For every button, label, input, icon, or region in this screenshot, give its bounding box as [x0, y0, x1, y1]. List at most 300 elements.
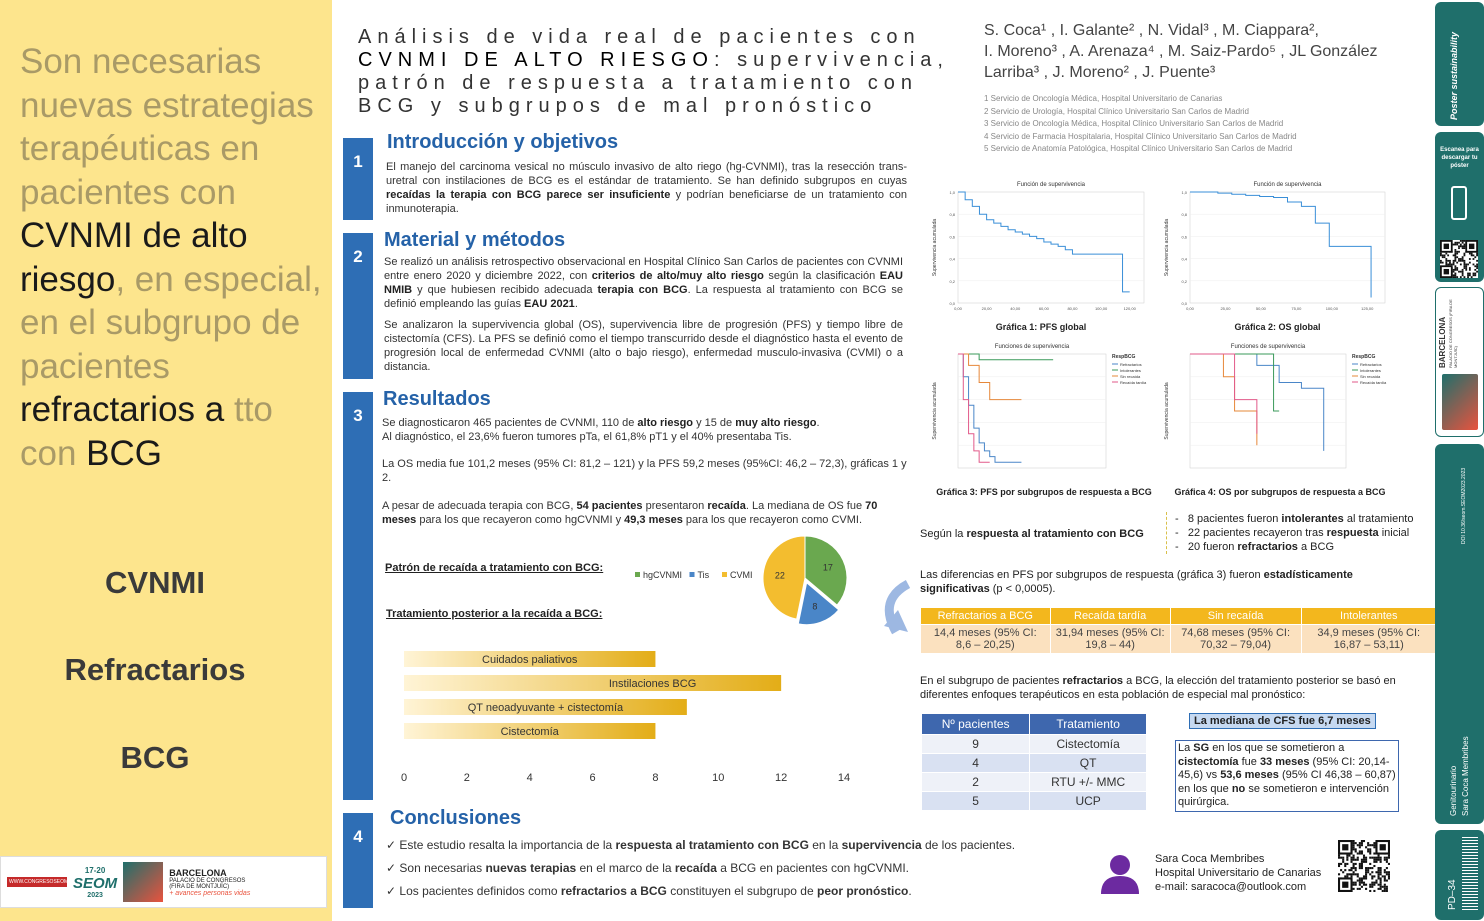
qr-module — [1378, 867, 1380, 869]
qr-module — [1476, 265, 1478, 267]
pie-slice-label: 17 — [822, 562, 833, 573]
affiliation: 2 Servicio de Urología, Hospital Clínico Universitario San Carlos de Madrid — [984, 106, 1250, 116]
section-2-title: Material y métodos — [384, 229, 566, 251]
table-cell: 4 — [922, 754, 1030, 773]
qr-module — [1378, 875, 1380, 877]
left-statement-line: pacientes — [20, 346, 170, 386]
qr-module — [1380, 867, 1382, 869]
qr-module — [1445, 262, 1447, 264]
section-2-number: 2 — [343, 233, 373, 379]
qr-module — [1350, 861, 1352, 863]
sidebar-city: BARCELONA — [1438, 316, 1447, 368]
qr-module — [1384, 875, 1386, 877]
qr-module — [1363, 840, 1365, 842]
qr-module — [1353, 844, 1355, 846]
table-row — [922, 735, 1147, 754]
qr-module — [1447, 254, 1449, 256]
qr-module — [1464, 262, 1466, 264]
qr-module — [1355, 848, 1357, 850]
qr-module — [1371, 884, 1373, 886]
qr-module — [1462, 247, 1464, 249]
qr-module — [1346, 873, 1348, 875]
qr-module — [1365, 846, 1367, 848]
qr-module — [1361, 865, 1363, 867]
qr-module — [1464, 254, 1466, 256]
qr-module — [1355, 850, 1357, 852]
qr-module — [1342, 859, 1344, 861]
affiliation: 4 Servicio de Farmacia Hospitalaria, Hospital Clínico Universitario San Carlos de Madrid — [984, 131, 1297, 141]
qr-module — [1353, 871, 1355, 873]
bar-label: QT neoadyuvante + cistectomía — [467, 702, 624, 714]
response-item: - 20 fueron refractarios a BCG — [1175, 541, 1335, 553]
qr-module — [1357, 844, 1359, 846]
pfs-table-cell: 74,68 meses (95% CI: 70,32 – 79,04) — [1170, 625, 1301, 654]
plot-area — [1190, 192, 1385, 303]
qr-module — [1460, 244, 1462, 246]
qr-module — [1350, 859, 1352, 861]
qr-module — [1367, 867, 1369, 869]
qr-module — [1380, 869, 1382, 871]
qr-module — [1454, 260, 1456, 262]
legend-label: Refractarios — [1120, 362, 1142, 367]
qr-module — [1378, 855, 1380, 857]
qr-module — [1371, 871, 1373, 873]
qr-module — [1340, 857, 1342, 859]
qr-module — [1454, 254, 1456, 256]
post-relapse-treatment-bar-chart — [380, 635, 860, 790]
qr-module — [1363, 859, 1365, 861]
qr-module — [1460, 276, 1462, 278]
qr-module — [1384, 880, 1386, 882]
person-icon — [1098, 852, 1142, 894]
response-intro: Según la respuesta al tratamiento con BCG — [920, 528, 1144, 540]
qr-module — [1469, 269, 1471, 271]
relapse-pattern-pie-chart — [630, 528, 860, 628]
title-line-2-rest: : supervivencia, — [713, 49, 949, 71]
table-row — [922, 792, 1147, 811]
qr-module — [1454, 244, 1456, 246]
qr-module — [1338, 865, 1340, 867]
x-tick-label: 25,00 — [1220, 306, 1231, 311]
table-row — [922, 754, 1147, 773]
qr-module — [1363, 884, 1365, 886]
legend-title: RespBCG — [1112, 354, 1136, 360]
qr-module — [1378, 859, 1380, 861]
qr-module — [1464, 260, 1466, 262]
qr-module — [1363, 861, 1365, 863]
left-statement-line: CVNMI de alto — [20, 216, 248, 255]
methods-text-2: Se analizaron la supervivencia global (OS), supervivencia libre de progresión (PFS) y tiempo libre de cistectomía (CFS). La PFS se definió como el tiempo transcurrido desde el diagnóstico hasta el evento de progresión local de enfermedad CVNMI (alto o bajo riesgo), enfermedad musculo-invasiva (CVMI) o a distancia. — [384, 319, 903, 373]
section-3-title: Resultados — [383, 388, 491, 410]
qr-module — [1378, 857, 1380, 859]
bar-label: Cistectomía — [500, 726, 559, 738]
qr-module — [1453, 276, 1455, 278]
qr-module — [1469, 262, 1471, 264]
qr-module — [1375, 871, 1377, 873]
qr-module — [1340, 869, 1342, 871]
qr-module — [1380, 871, 1382, 873]
qr-module — [1464, 276, 1466, 278]
qr-module — [1346, 875, 1348, 877]
qr-module — [1458, 247, 1460, 249]
qr-module — [1375, 859, 1377, 861]
qr-module — [1338, 863, 1340, 865]
qr-module — [1465, 264, 1467, 266]
x-tick-label: 50,00 — [1255, 306, 1266, 311]
poster-title — [358, 26, 949, 118]
qr-module — [1462, 271, 1464, 273]
section-4-title: Conclusiones — [390, 807, 522, 829]
qr-module — [1456, 251, 1458, 253]
congress-city: BARCELONA — [169, 867, 227, 878]
qr-module — [1365, 871, 1367, 873]
qr-module — [1460, 245, 1462, 247]
qr-module — [1467, 273, 1469, 275]
contact-hospital: Hospital Universitario de Canarias — [1155, 867, 1322, 879]
qr-module — [1462, 242, 1464, 244]
cfs-median: La mediana de CFS fue 6,7 meses — [1189, 713, 1376, 729]
qr-module — [1384, 890, 1386, 892]
qr-module — [1462, 258, 1464, 260]
qr-module — [1373, 842, 1375, 844]
y-axis-label: Supervivencia acumulada — [932, 218, 938, 277]
qr-module — [1373, 859, 1375, 861]
qr-module — [1353, 859, 1355, 861]
qr-module — [1467, 276, 1469, 278]
qr-module — [1369, 848, 1371, 850]
chart-title: Funciones de supervivencia — [994, 344, 1070, 350]
qr-module — [1338, 855, 1340, 857]
table-cell: 9 — [922, 735, 1030, 754]
qr-module — [1473, 258, 1475, 260]
qr-module — [1456, 267, 1458, 269]
qr-module — [1386, 861, 1388, 863]
poster-code: PD–34 — [1447, 879, 1458, 910]
qr-module — [1359, 846, 1361, 848]
qr-module — [1386, 859, 1388, 861]
qr-module — [1454, 258, 1456, 260]
qr-module — [1369, 890, 1371, 892]
qr-module — [1369, 863, 1371, 865]
x-tick-label: 100,00 — [1325, 306, 1338, 311]
qr-module — [1353, 842, 1355, 844]
qr-module — [1369, 886, 1371, 888]
response-item: - 22 pacientes recayeron tras respuesta inicial — [1175, 527, 1410, 539]
left-statement-line: terapéuticas en — [20, 129, 260, 168]
km-pfs-subgroups-chart — [928, 340, 1160, 498]
qr-module — [1469, 274, 1471, 276]
qr-module — [1388, 871, 1390, 873]
keyword-bcg: BCG — [120, 740, 190, 775]
qr-module — [1373, 865, 1375, 867]
left-statement-line: refractarios a tto — [20, 390, 273, 429]
qr-module — [1365, 867, 1367, 869]
qr-module — [1380, 859, 1382, 861]
qr-module — [1464, 264, 1466, 266]
qr-module — [1369, 873, 1371, 875]
pfs-table-header: Recaída tardía — [1050, 608, 1170, 625]
chart-caption: Gráfica 2: OS global — [1234, 322, 1321, 332]
chart-caption: Gráfica 1: PFS global — [995, 322, 1087, 332]
y-tick-label: 0,8 — [949, 212, 955, 218]
qr-module — [1474, 256, 1476, 258]
response-list — [1166, 512, 1413, 554]
legend-label: Intolerantes — [1120, 368, 1141, 373]
keyword-refractarios: Refractarios — [64, 652, 246, 687]
qr-module — [1464, 244, 1466, 246]
qr-module — [1380, 861, 1382, 863]
congress-tagline: + avances personas vidas — [169, 889, 251, 897]
qr-module — [1346, 857, 1348, 859]
download-qr-icon[interactable] — [1440, 240, 1478, 278]
qr-module — [1378, 884, 1380, 886]
qr-module — [1375, 882, 1377, 884]
legend-label: CVMI — [730, 570, 753, 580]
table-cell: UCP — [1030, 792, 1147, 811]
qr-module — [1476, 271, 1478, 273]
left-statement-line: riesgo, en especial, — [20, 259, 322, 299]
legend-swatch — [722, 572, 727, 577]
qr-module — [1353, 882, 1355, 884]
qr-module — [1371, 886, 1373, 888]
qr-module — [1445, 264, 1447, 266]
qr-module — [1453, 260, 1455, 262]
qr-module — [1353, 867, 1355, 869]
qr-module — [1369, 844, 1371, 846]
qr-module — [1464, 265, 1466, 267]
qr-module — [1384, 871, 1386, 873]
qr-module — [1380, 873, 1382, 875]
qr-module — [1369, 884, 1371, 886]
qr-module — [1357, 852, 1359, 854]
qr-module — [1388, 863, 1390, 865]
x-tick-label: 12 — [775, 772, 788, 784]
congress-logo — [0, 856, 327, 908]
qr-module — [1464, 267, 1466, 269]
qr-module — [1456, 276, 1458, 278]
section-1-number: 1 — [343, 138, 373, 220]
qr-module — [1361, 867, 1363, 869]
qr-module — [1388, 877, 1390, 879]
tx-header-treatment: Tratamiento — [1030, 714, 1147, 735]
qr-module — [1440, 260, 1442, 262]
qr-module — [1375, 880, 1377, 882]
y-tick-label: 0,0 — [1181, 301, 1187, 306]
y-axis-label: Supervivencia acumulada — [1164, 218, 1170, 277]
qr-module — [1359, 888, 1361, 890]
qr-module — [1444, 254, 1446, 256]
qr-module — [1384, 859, 1386, 861]
conclusion-item: ✓ Este estudio resalta la importancia de la respuesta al tratamiento con BCG en la supervivencia de los pacientes. — [386, 838, 1016, 852]
qr-module — [1371, 875, 1373, 877]
qr-module — [1454, 253, 1456, 255]
qr-module — [1458, 251, 1460, 253]
qr-module — [1388, 875, 1390, 877]
x-tick-label: 4 — [526, 772, 533, 784]
qr-module — [1346, 855, 1348, 857]
qr-module — [1365, 888, 1367, 890]
y-tick-label: 1,0 — [949, 190, 955, 195]
qr-module — [1384, 886, 1386, 888]
qr-module — [1359, 865, 1361, 867]
qr-module — [1353, 846, 1355, 848]
results-line-4: A pesar de adecuada terapia con BCG, 54 pacientes presentaron recaída. La mediana de OS fue 70 meses para los que recayeron como hgCVNMI y 49,3 meses para los que recayeron como CVMI. — [382, 500, 878, 526]
qr-module — [1440, 254, 1442, 256]
affiliations — [984, 93, 1424, 156]
qr-module — [1453, 271, 1455, 273]
qr-finder — [1444, 269, 1449, 274]
qr-module — [1367, 869, 1369, 871]
qr-module — [1348, 873, 1350, 875]
qr-module — [1380, 884, 1382, 886]
results-line-1: Se diagnosticaron 465 pacientes de CVNMI, 110 de alto riesgo y 15 de muy alto riesgo. — [382, 417, 820, 429]
contact-email[interactable]: e-mail: saracoca@outlook.com — [1155, 881, 1307, 893]
qr-module — [1350, 869, 1352, 871]
plot-area — [958, 192, 1144, 303]
qr-module — [1474, 273, 1476, 275]
qr-module — [1444, 256, 1446, 258]
qr-module — [1464, 240, 1466, 242]
plot-area — [958, 354, 1106, 468]
qr-module — [1386, 880, 1388, 882]
qr-module — [1378, 871, 1380, 873]
qr-module — [1338, 873, 1340, 875]
qr-module — [1353, 873, 1355, 875]
pfs-table-header: Refractarios a BCG — [921, 608, 1051, 625]
code-block — [1435, 830, 1484, 920]
congress-venue: PALACIO DE CONGRESOS — [169, 877, 246, 884]
legend-label: hgCVNMI — [643, 570, 683, 580]
qr-module — [1361, 861, 1363, 863]
qr-module — [1460, 264, 1462, 266]
qr-finder — [1380, 844, 1386, 850]
qr-module — [1359, 877, 1361, 879]
download-text: Escanea para descargar tu póster — [1440, 147, 1479, 169]
x-tick-label: 10 — [712, 772, 725, 784]
qr-module — [1365, 859, 1367, 861]
qr-module — [1456, 269, 1458, 271]
qr-module — [1340, 863, 1342, 865]
qr-module — [1447, 264, 1449, 266]
qr-module — [1462, 245, 1464, 247]
qr-module — [1359, 863, 1361, 865]
qr-module — [1469, 258, 1471, 260]
qr-module — [1458, 245, 1460, 247]
sustainability-logo: Poster sustainability — [1449, 31, 1459, 120]
qr-module — [1465, 267, 1467, 269]
bar-label: Cuidados paliativos — [482, 654, 578, 666]
qr-module — [1359, 880, 1361, 882]
qr-module — [1367, 850, 1369, 852]
qr-module — [1373, 875, 1375, 877]
km-os-subgroups-chart — [1160, 340, 1400, 498]
x-tick-label: 8 — [652, 772, 659, 784]
qr-module — [1353, 848, 1355, 850]
pie-slice-label: 22 — [774, 570, 785, 581]
qr-module — [1371, 844, 1373, 846]
qr-module — [1378, 888, 1380, 890]
x-tick-label: 75,00 — [1291, 306, 1302, 311]
qr-module — [1454, 265, 1456, 267]
qr-module — [1353, 840, 1355, 842]
qr-module — [1373, 857, 1375, 859]
curved-arrow-icon — [874, 580, 920, 642]
qr-module — [1355, 882, 1357, 884]
qr-module — [1474, 269, 1476, 271]
qr-module — [1386, 886, 1388, 888]
congress-graphic — [123, 862, 163, 902]
legend-label: Tis — [697, 570, 710, 580]
qr-module — [1460, 240, 1462, 242]
qr-module — [1361, 850, 1363, 852]
authors-line-2: I. Moreno³ , A. Arenaza⁴ , M. Saiz-Pardo⁵ , JL González — [984, 43, 1378, 60]
qr-module — [1440, 262, 1442, 264]
download-block[interactable] — [1435, 132, 1484, 282]
qr-module — [1350, 875, 1352, 877]
title-line-3: patrón de respuesta a tratamiento con — [358, 72, 918, 94]
y-tick-label: 0,2 — [949, 278, 955, 284]
qr-module — [1369, 867, 1371, 869]
y-tick-label: 0,4 — [949, 256, 955, 262]
qr-module — [1476, 260, 1478, 262]
qr-module — [1353, 865, 1355, 867]
qr-module — [1384, 869, 1386, 871]
conclusion-item: ✓ Son necesarias nuevas terapias en el marco de la recaída a BCG en pacientes con hgCVNMI. — [386, 861, 910, 875]
contact — [1155, 852, 1321, 894]
qr-module — [1361, 886, 1363, 888]
qr-module — [1361, 880, 1363, 882]
left-statement — [20, 40, 322, 475]
congress-venue2: (FIRA DE MONTJUÏC) — [169, 883, 230, 890]
qr-module — [1469, 273, 1471, 275]
qr-module — [1456, 262, 1458, 264]
qr-module — [1373, 884, 1375, 886]
qr-module — [1344, 875, 1346, 877]
legend-label: Sin recaída — [1120, 374, 1141, 379]
qr-module — [1350, 857, 1352, 859]
qr-module — [1359, 884, 1361, 886]
qr-module — [1454, 274, 1456, 276]
qr-module — [1367, 871, 1369, 873]
section-1-title: Introducción y objetivos — [387, 131, 619, 153]
x-tick-label: 0,00 — [954, 306, 962, 311]
qr-module — [1380, 882, 1382, 884]
qr-finder — [1342, 844, 1348, 850]
km-pfs-global-chart — [928, 178, 1154, 333]
qr-module — [1350, 873, 1352, 875]
qr-module — [1369, 850, 1371, 852]
qr-module — [1471, 253, 1473, 255]
qr-module — [1365, 869, 1367, 871]
qr-module — [1355, 842, 1357, 844]
qr-code-icon[interactable] — [1338, 840, 1390, 892]
qr-module — [1453, 254, 1455, 256]
x-tick-label: 0 — [400, 772, 408, 784]
qr-module — [1361, 882, 1363, 884]
qr-module — [1462, 256, 1464, 258]
qr-module — [1445, 253, 1447, 255]
qr-module — [1460, 271, 1462, 273]
y-tick-label: 0,2 — [1181, 278, 1187, 284]
qr-module — [1445, 260, 1447, 262]
pfs-subgroup-table — [920, 607, 1437, 654]
qr-module — [1460, 258, 1462, 260]
qr-module — [1373, 890, 1375, 892]
qr-module — [1346, 863, 1348, 865]
qr-module — [1344, 865, 1346, 867]
table-cell: QT — [1030, 754, 1147, 773]
qr-module — [1460, 260, 1462, 262]
